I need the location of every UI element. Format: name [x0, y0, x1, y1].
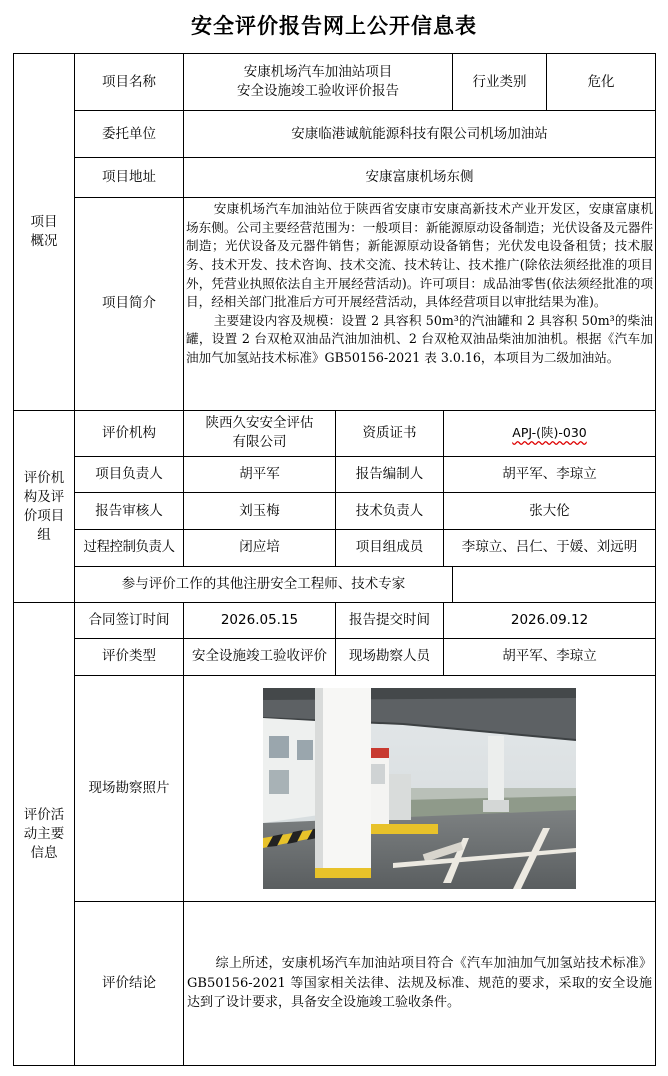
section-project-overview: 项目概况	[14, 54, 75, 411]
intro-text	[184, 198, 656, 411]
agency-label: 评价机构	[75, 410, 184, 456]
tech-value: 张大伦	[444, 493, 656, 529]
contract-label: 合同签订时间	[75, 603, 184, 638]
client-value: 安康临港诚航能源科技有限公司机场加油站	[184, 111, 656, 157]
cert-value: APJ-(陕)-030	[444, 410, 656, 456]
reviewer-label: 报告审核人	[75, 493, 184, 529]
compiler-value: 胡平军、李琼立	[444, 457, 656, 493]
section-activities: 评价活动主要信息	[14, 603, 75, 1066]
contract-value: 2026.05.15	[184, 603, 336, 638]
intro-label: 项目简介	[75, 198, 184, 411]
photo-cell	[184, 675, 656, 901]
cert-label: 资质证书	[336, 410, 444, 456]
leader-value: 胡平军	[184, 457, 336, 493]
members-value: 李琼立、吕仁、于媛、刘远明	[444, 529, 656, 566]
address-label: 项目地址	[75, 157, 184, 197]
intro-paragraph-1: 安康机场汽车加油站位于陕西省安康市安康高新技术产业开发区，安康富康机场东侧。公司主要经营范围为：一般项目：新能源原动设备制造；光伏设备及元器件制造；光伏设备及元器件销售；新能源原动设备销售；光伏发电设备租赁；技术服务、技术开发、技术咨询、技术交流、技术转让、技术推广(除依法须经批准的项目外，凭营业执照依法自主开展经营活动)。许可项目：成品油零售(依法须经批准的项目，经相关部门批准后方可开展经营活动，具体经营项目以审批结果为准)。	[186, 201, 654, 310]
submit-value: 2026.09.12	[444, 603, 656, 638]
industry-label: 行业类别	[453, 54, 547, 111]
others-label: 参与评价工作的其他注册安全工程师、技术专家	[75, 567, 453, 603]
intro-paragraph-2: 主要建设内容及规模：设置 2 具容积 50m³的汽油罐和 2 具容积 50m³的柴油罐，设置 2 台双枪双油品汽油加油机、2 台双枪双油品柴油加油机。根据《汽车加油加气加氢站技术标准》GB50156-2021 表 3.0.16，本项目为二级加油站。	[186, 312, 654, 365]
survey-value: 胡平军、李琼立	[444, 638, 656, 675]
type-value: 安全设施竣工验收评价	[184, 638, 336, 675]
photo-label: 现场勘察照片	[75, 675, 184, 901]
process-label: 过程控制负责人	[75, 529, 184, 566]
process-value: 闭应培	[184, 529, 336, 566]
submit-label: 报告提交时间	[336, 603, 444, 638]
page-title: 安全评价报告网上公开信息表	[191, 14, 477, 38]
compiler-label: 报告编制人	[336, 457, 444, 493]
client-label: 委托单位	[75, 111, 184, 157]
others-value	[453, 567, 656, 603]
agency-value: 陕西久安安全评估有限公司	[184, 410, 336, 456]
tech-label: 技术负责人	[336, 493, 444, 529]
members-label: 项目组成员	[336, 529, 444, 566]
address-value: 安康富康机场东侧	[184, 157, 656, 197]
industry-value: 危化	[547, 54, 656, 111]
info-table	[13, 53, 656, 1066]
conclusion-label: 评价结论	[75, 901, 184, 1065]
leader-label: 项目负责人	[75, 457, 184, 493]
type-label: 评价类型	[75, 638, 184, 675]
project-name-value: 安康机场汽车加油站项目 安全设施竣工验收评价报告	[184, 54, 453, 111]
survey-label: 现场勘察人员	[336, 638, 444, 675]
section-evaluation-org: 评价机构及评价项目组	[14, 410, 75, 602]
conclusion-text: 综上所述，安康机场汽车加油站项目符合《汽车加油加气加氢站技术标准》GB50156-2021 等国家相关法律、法规及标准、规范的要求，采取的安全设施达到了设计要求，具备安全设施竣工验收条件。	[184, 901, 656, 1065]
site-survey-photo	[263, 688, 576, 889]
reviewer-value: 刘玉梅	[184, 493, 336, 529]
project-name-label: 项目名称	[75, 54, 184, 111]
